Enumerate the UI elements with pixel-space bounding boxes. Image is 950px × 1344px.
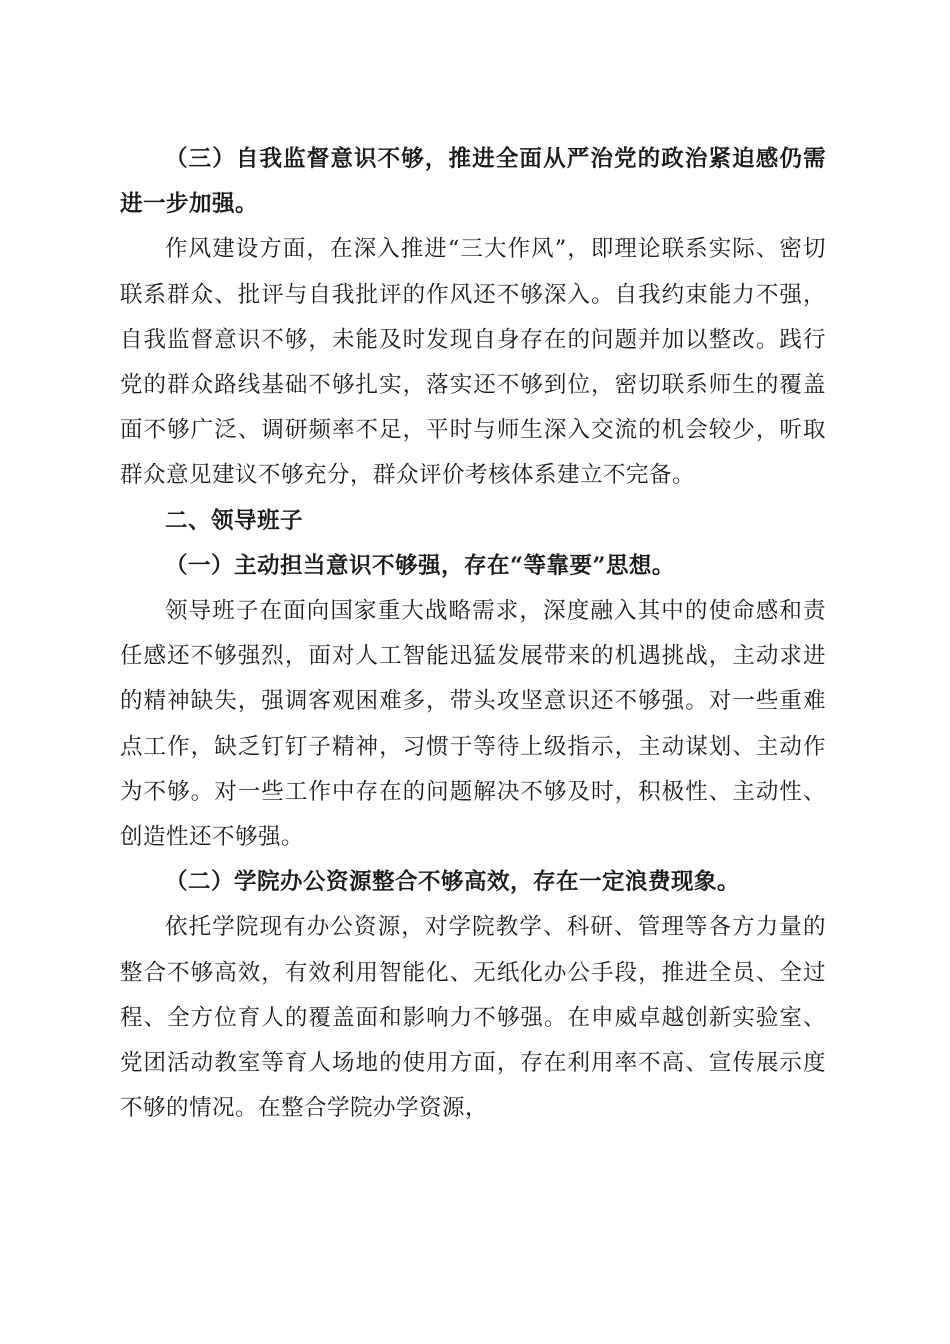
document-page <box>120 137 826 1131</box>
subsection-heading-3: （三）自我监督意识不够，推进全面从严治党的政治紧迫感仍需进一步加强。 <box>120 146 826 218</box>
subsection-heading-2: （二）学院办公资源整合不够高效，存在一定浪费现象。 <box>165 869 741 896</box>
section-heading-leadership: 二、领导班子 <box>165 507 304 534</box>
body-paragraph-initiative: 领导班子在面向国家重大战略需求，深度融入其中的使命感和责任感还不够强烈，面对人工智能迅猛发展带来的机遇挑战，主动求进的精神缺失，强调客观困难多，带头攻坚意识还不够强。对一些重难点工作，缺乏钉钉子精神，习惯于等待上级指示，主动谋划、主动作为不够。对一些工作中存在的问题解决不够及时，积极性、主动性、创造性还不够强。 <box>120 598 826 851</box>
body-paragraph-style: 作风建设方面，在深入推进“三大作风”，即理论联系实际、密切联系群众、批评与自我批评的作风还不够深入。自我约束能力不强，自我监督意识不够，未能及时发现自身存在的问题并加以整改。践行党的群众路线基础不够扎实，落实还不够到位，密切联系师生的覆盖面不够广泛、调研频率不足，平时与师生深入交流的机会较少，听取群众意见建议不够充分，群众评价考核体系建立不完备。 <box>120 236 826 489</box>
body-paragraph-resources: 依托学院现有办公资源，对学院教学、科研、管理等各方力量的整合不够高效，有效利用智能化、无纸化办公手段，推进全员、全过程、全方位育人的覆盖面和影响力不够强。在申威卓越创新实验室、党团活动教室等育人场地的使用方面，存在利用率不高、宣传展示度不够的情况。在整合学院办学资源， <box>120 914 826 1122</box>
subsection-heading-1: （一）主动担当意识不够强，存在“等靠要”思想。 <box>165 552 675 579</box>
